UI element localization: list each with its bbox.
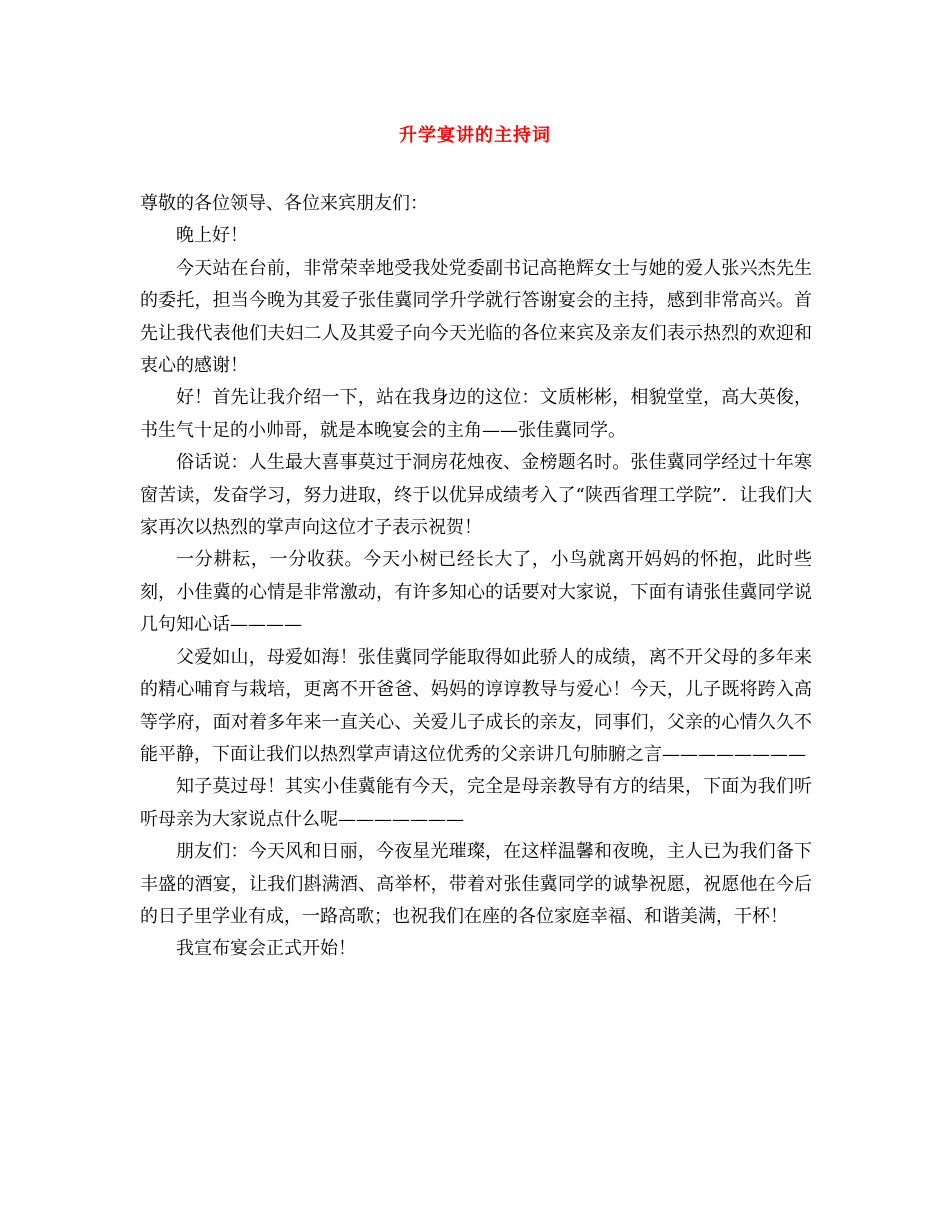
paragraph-introduction: 好！首先让我介绍一下，站在我身边的这位：文质彬彬，相貌堂堂，高大英俊，书生气十足的小帅哥，就是本晚宴会的主角——张佳冀同学。 — [140, 387, 812, 441]
paragraph-father-speech: 父爱如山，母爱如海！张佳冀同学能取得如此骄人的成绩，离不开父母的多年来的精心哺育与栽培，更离不开爸爸、妈妈的谆谆教导与爱心！今天，儿子既将跨入高等学府，面对着多年来一直关心、关爱儿子成长的亲友，同事们，父亲的心情久久不能平静，下面让我们以热烈掌声请这位优秀的父亲讲几句肺腑之言———————— — [140, 646, 812, 765]
paragraph-toast: 朋友们：今天风和日丽，今夜星光璀璨，在这样温馨和夜晚，主人已为我们备下丰盛的酒宴，让我们斟满酒、高举杯，带着对张佳冀同学的诚挚祝愿，祝愿他在今后的日子里学业有成，一路高歌；也祝我们在座的各位家庭幸福、和谐美满，干杯！ — [140, 841, 812, 927]
paragraph-opening: 今天站在台前，非常荣幸地受我处党委副书记高艳辉女士与她的爱人张兴杰先生的委托，担当今晚为其爱子张佳冀同学升学就行答谢宴会的主持，感到非常高兴。首先让我代表他们夫妇二人及其爱子向今天光临的各位来宾及亲友们表示热烈的欢迎和衷心的感谢！ — [140, 257, 812, 377]
paragraph-student-speech: 一分耕耘，一分收获。今天小树已经长大了，小鸟就离开妈妈的怀抱，此时些刻，小佳冀的心情是非常激动，有许多知心的话要对大家说，下面有请张佳冀同学说几句知心话———— — [140, 549, 812, 636]
paragraph-greeting: 晚上好！ — [176, 225, 248, 247]
paragraph-mother-speech: 知子莫过母！其实小佳冀能有今天，完全是母亲教导有方的结果，下面为我们听听母亲为大家说点什么呢——————— — [140, 776, 812, 830]
paragraph-congratulation: 俗话说：人生最大喜事莫过于洞房花烛夜、金榜题名时。张佳冀同学经过十年寒窗苦读，发奋学习，努力进取，终于以优异成绩考入了“陕西省理工学院”．让我们大家再次以热烈的掌声向这位才子表示祝贺！ — [140, 452, 812, 539]
salutation: 尊敬的各位领导、各位来宾朋友们： — [140, 193, 428, 214]
document-body — [140, 188, 812, 966]
document-title: 升学宴讲的主持词 — [399, 125, 551, 146]
paragraph-closing: 我宣布宴会正式开始！ — [176, 938, 356, 960]
